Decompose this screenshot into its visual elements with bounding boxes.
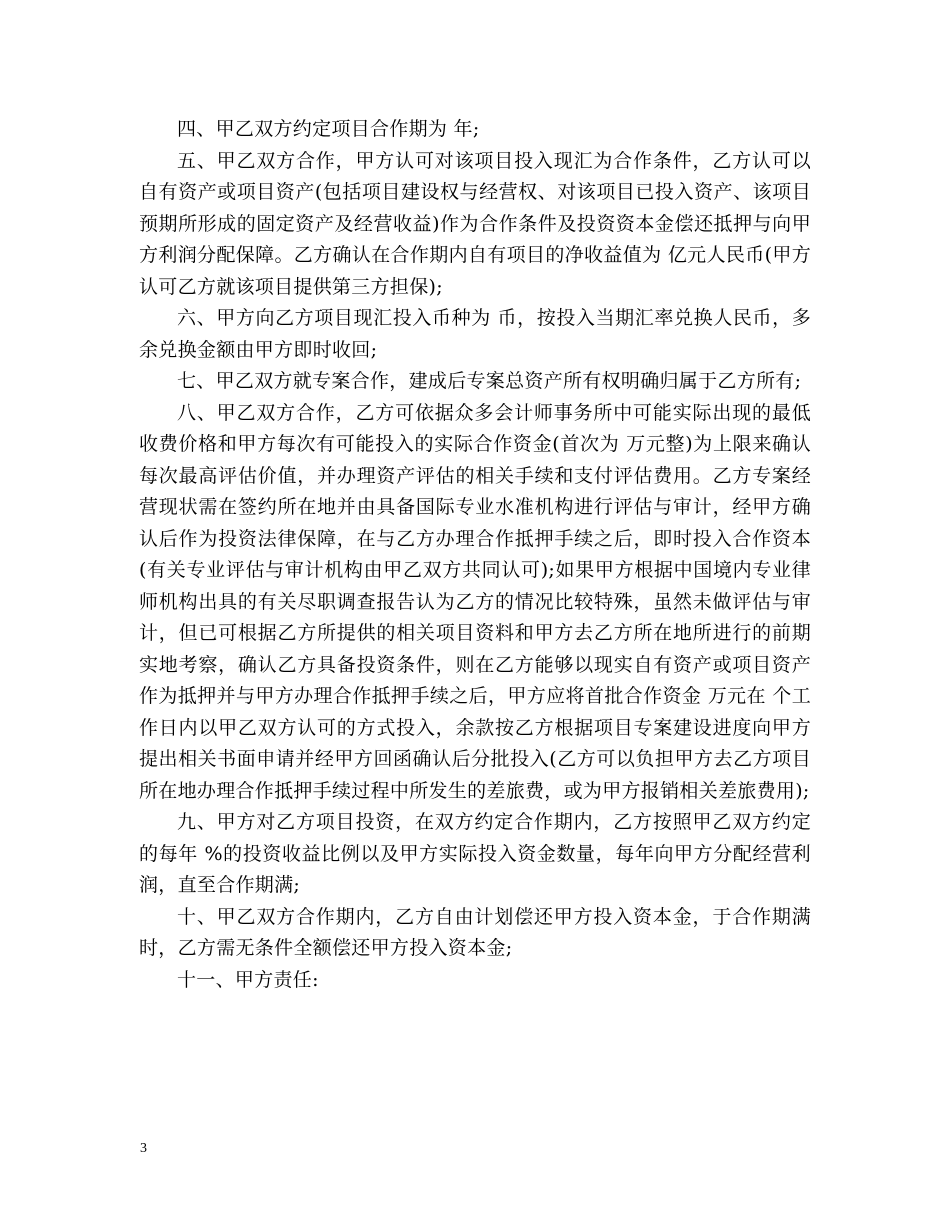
clause-7-paragraph: 七、甲乙双方就专案合作，建成后专案总资产所有权明确归属于乙方所有; [177, 370, 802, 392]
clause-9-paragraph: 九、甲方对乙方项目投资，在双方约定合作期内，乙方按照甲乙双方约定的每年 %的投资收益比例以及甲方实际投入资金数量，每年向甲方分配经营利润，直至合作期满; [139, 811, 811, 896]
clause-6-paragraph: 六、甲方向乙方项目现汇投入币种为 币，按投入当期汇率兑换人民币，多余兑换金额由甲方即时收回; [139, 307, 811, 361]
clause-10-paragraph: 十、甲乙双方合作期内，乙方自由计划偿还甲方投入资本金，于合作期满时，乙方需无条件全额偿还甲方投入资本金; [139, 905, 811, 959]
clause-11-heading: 十一、甲方责任: [177, 968, 319, 991]
clause-4-paragraph: 四、甲乙双方约定项目合作期为 年; [177, 118, 480, 140]
document-body [139, 114, 811, 996]
clause-5-paragraph: 五、甲乙双方合作，甲方认可对该项目投入现汇为合作条件，乙方认可以自有资产或项目资产(包括项目建设权与经营权、对该项目已投入资产、该项目预期所形成的固定资产及经营收益)作为合作条件及投资资本金偿还抵押与向甲方利润分配保障。乙方确认在合作期内自有项目的净收益值为 亿元人民币(甲方认可乙方就该项目提供第三方担保); [139, 149, 811, 298]
clause-8-paragraph: 八、甲乙双方合作，乙方可依据众多会计师事务所中可能实际出现的最低收费价格和甲方每次有可能投入的实际合作资金(首次为 万元整)为上限来确认每次最高评估价值，并办理资产评估的相关手续和支付评估费用。乙方专案经营现状需在签约所在地并由具备国际专业水准机构进行评估与审计，经甲方确认后作为投资法律保障，在与乙方办理合作抵押手续之后，即时投入合作资本(有关专业评估与审计机构由甲乙双方共同认可);如果甲方根据中国境内专业律师机构出具的有关尽职调查报告认为乙方的情况比较特殊，虽然未做评估与审计，但已可根据乙方所提供的相关项目资料和甲方去乙方所在地所进行的前期实地考察，确认乙方具备投资条件，则在乙方能够以现实自有资产或项目资产作为抵押并与甲方办理合作抵押手续之后，甲方应将首批合作资金 万元在 个工作日内以甲乙双方认可的方式投入，余款按乙方根据项目专案建设进度向甲方提出相关书面申请并经甲方回函确认后分批投入(乙方可以负担甲方去乙方项目所在地办理合作抵押手续过程中所发生的差旅费，或为甲方报销相关差旅费用); [139, 401, 811, 802]
page-number: 3 [140, 1141, 147, 1156]
